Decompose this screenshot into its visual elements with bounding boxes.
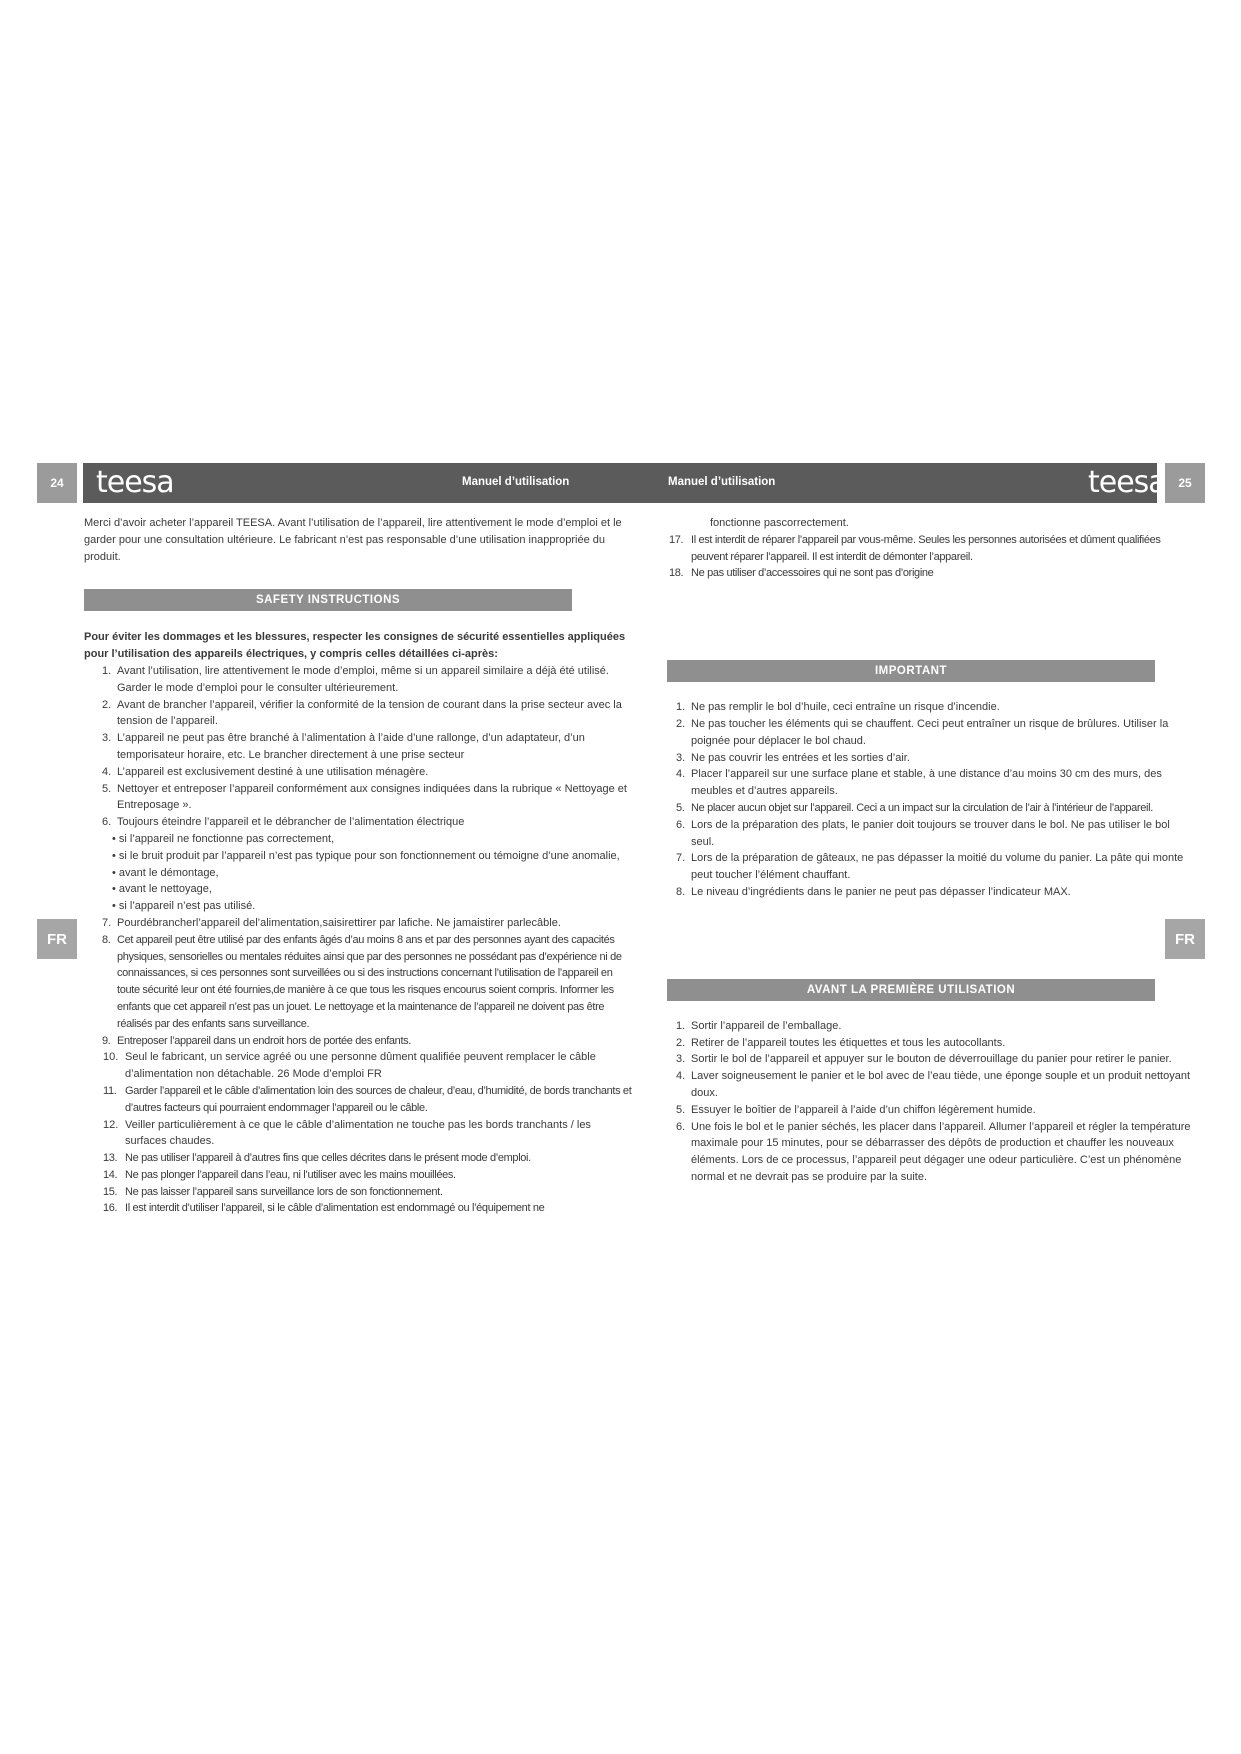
- list-item-text: Pourdébrancherl’appareil del’alimentation,saisirettirer par lafiche. Ne jamaistirer parlecâble.: [117, 916, 561, 929]
- list-item: [84, 1167, 634, 1184]
- page-number-left: [37, 463, 77, 503]
- list-item-number: 5.: [102, 782, 112, 795]
- list-item-number: 12.: [103, 1118, 119, 1131]
- section-important: IMPORTANT: [667, 660, 1155, 682]
- list-item-number: 4.: [676, 768, 686, 781]
- list-item-number: 3.: [102, 732, 112, 745]
- sublist-item: [84, 881, 634, 898]
- language-tab-left: [37, 919, 77, 959]
- list-item-number: 5.: [676, 801, 685, 814]
- language-tab-left-text: FR: [47, 930, 67, 948]
- list-item-number: 14.: [103, 1168, 118, 1181]
- sublist-item-text: avant le nettoyage,: [118, 883, 212, 896]
- list-item: [84, 915, 634, 932]
- list-item-text: Avant de brancher l’appareil, vérifier la conformité de la tension de courant dans la prise secteur avec la tension de l’appareil.: [117, 698, 622, 728]
- list-item-text: Il est interdit d’utiliser l’appareil, si le câble d’alimentation est endommagé ou l’équipement ne: [125, 1202, 545, 1215]
- list-item-number: 7.: [676, 852, 686, 865]
- list-item: [84, 1083, 634, 1117]
- safety-list-right: [669, 532, 1195, 582]
- avant-list: [669, 1018, 1195, 1186]
- list-item: [669, 850, 1195, 884]
- list-item-text: Ne pas plonger l’appareil dans l’eau, ni l’utiliser avec les mains mouillées.: [125, 1168, 456, 1181]
- list-item-text: Retirer de l’appareil toutes les étiquettes et tous les autocollants.: [691, 1036, 1006, 1049]
- page-number-right-text: 25: [1178, 476, 1192, 490]
- bullet-icon: •: [112, 866, 119, 879]
- sublist-item-text: avant le démontage,: [118, 866, 219, 879]
- teesa-logo-right: [1088, 466, 1166, 500]
- list-item-text: Lors de la préparation des plats, le panier doit toujours se trouver dans le bol. Ne pas utiliser le bol seul.: [691, 818, 1170, 848]
- right-page-content: [669, 515, 1195, 1186]
- header-title-right: Manuel d’utilisation: [668, 476, 776, 488]
- list-item-number: 10.: [103, 1051, 119, 1064]
- list-item: [669, 1068, 1195, 1102]
- list-item-number: 7.: [102, 916, 112, 929]
- list-item-number: 6.: [676, 818, 686, 831]
- list-item: [84, 932, 634, 1033]
- list-item: [669, 1051, 1195, 1068]
- continuation-text: fonctionne pascorrectement.: [710, 517, 849, 529]
- list-item-number: 6.: [676, 1120, 686, 1133]
- list-item-number: 9.: [102, 1034, 111, 1047]
- list-item-number: 8.: [102, 933, 111, 946]
- list-item: [84, 1049, 634, 1083]
- list-item: [669, 750, 1195, 767]
- sublist-item-text: si l’appareil ne fonctionne pas correctement,: [118, 832, 335, 845]
- list-item-text: Veiller particulièrement à ce que le câble d’alimentation ne touche pas les bords tranchants / les surfaces chaudes.: [125, 1118, 591, 1148]
- list-item: [84, 730, 634, 764]
- list-item: [669, 1035, 1195, 1052]
- list-item-text: L’appareil est exclusivement destiné à une utilisation ménagère.: [117, 765, 429, 778]
- list-item: [84, 1200, 634, 1217]
- safety-lead-paragraph: Pour éviter les dommages et les blessures, respecter les consignes de sécurité essentielles appliquées pour l’utilisation des appareils électriques, y compris celles détaillées ci-après:: [84, 631, 626, 661]
- list-item-number: 8.: [676, 885, 686, 898]
- list-item: [669, 1119, 1195, 1186]
- list-item-text: Placer l’appareil sur une surface plane et stable, à une distance d’au moins 30 cm des murs, des meubles et d’autres appareils.: [691, 768, 1162, 798]
- sublist-item: [84, 848, 634, 865]
- list-item-text: Une fois le bol et le panier séchés, les placer dans l’appareil. Allumer l’appareil et régler la température maximale pour 15 minutes, pour se débarrasser des dépôts de production et chauffer les nouveaux éléments. Lors de ce processus, l’appareil peut dégager une odeur particulière. C’est un phénomène normal et ne devrait pas se produire par la suite.: [691, 1120, 1191, 1183]
- safety-sublist: [84, 831, 634, 915]
- sublist-item: [84, 831, 634, 848]
- list-item: [669, 1018, 1195, 1035]
- language-tab-right-text: FR: [1175, 930, 1195, 948]
- page-number-right: [1165, 463, 1205, 503]
- list-item: [669, 716, 1195, 750]
- list-item-number: 18.: [669, 567, 684, 580]
- list-item-number: 6.: [102, 816, 112, 829]
- list-item-text: Laver soigneusement le panier et le bol avec de l’eau tiède, une éponge souple et un produit nettoyant doux.: [691, 1070, 1191, 1099]
- list-item-number: 17.: [669, 533, 684, 546]
- list-item: [84, 781, 634, 815]
- list-item-number: 3.: [676, 751, 686, 764]
- sublist-item: [84, 898, 634, 915]
- list-item-text: Ne pas utiliser d’accessoires qui ne sont pas d’origine: [691, 567, 934, 580]
- teesa-logo-left: [96, 466, 174, 500]
- list-item-text: Toujours éteindre l’appareil et le débrancher de l’alimentation électrique: [117, 816, 465, 829]
- sublist-item-text: si l’appareil n’est pas utilisé.: [118, 900, 256, 913]
- bullet-icon: •: [112, 832, 119, 845]
- safety-list: [84, 663, 634, 831]
- list-item: [669, 884, 1195, 901]
- list-item-text: Le niveau d’ingrédients dans le panier ne peut pas dépasser l’indicateur MAX.: [691, 885, 1071, 898]
- list-item: [84, 1150, 634, 1167]
- list-item: [84, 697, 634, 731]
- logo-text-left: teesa: [96, 465, 174, 500]
- list-item-number: 1.: [102, 664, 112, 677]
- list-item-text: Nettoyer et entreposer l’appareil conformément aux consignes indiquées dans la rubrique « Nettoyage et Entreposage ».: [117, 782, 627, 812]
- sublist-item-text: si le bruit produit par l’appareil n’est pas typique pour son fonctionnement ou témoigne d’une anomalie,: [118, 849, 620, 862]
- list-item-text: Ne pas toucher les éléments qui se chauffent. Ceci peut entraîner un risque de brûlures. Utiliser la poignée pour déplacer le bol chaud.: [691, 717, 1169, 747]
- list-item-text: Avant l’utilisation, lire attentivement le mode d’emploi, même si un appareil similaire a déjà été utilisé. Garder le mode d’emploi pour le consulter ultérieurement.: [117, 664, 609, 694]
- list-item-text: Ne pas laisser l’appareil sans surveillance lors de son fonctionnement.: [125, 1185, 443, 1198]
- list-item: [84, 1033, 634, 1050]
- list-item-text: Cet appareil peut être utilisé par des enfants âgés d’au moins 8 ans et par des personnes ayant des capacités physiques, sensorielles ou mentales réduites ainsi que par des personnes ne possédant pas d’expérience ni de connaissances, si ces personnes sont surveillées ou si des instructions concernant l’utilisation de l’appareil en toute sécurité leur ont été fournies,de manière à ce que tous les risques encourus soient compris. Informer les enfants que cet appareil n’est pas un jouet. Le nettoyage et la maintenance de l’appareil ne doivent pas être réalisés par des enfants sans surveillance.: [117, 933, 622, 1030]
- list-item: [84, 1184, 634, 1201]
- header-title-left: Manuel d’utilisation: [462, 476, 570, 488]
- list-item: [84, 814, 634, 831]
- bullet-icon: •: [112, 883, 119, 896]
- list-item: [669, 766, 1195, 800]
- page-number-left-text: 24: [50, 476, 64, 490]
- list-item-text: Il est interdit de réparer l’appareil par vous-même. Seules les personnes autorisées et dûment qualifiées peuvent réparer l’appareil. Il est interdit de démonter l’appareil.: [691, 533, 1161, 563]
- bullet-icon: •: [112, 900, 119, 913]
- bullet-icon: •: [112, 849, 119, 862]
- list-item: [669, 699, 1195, 716]
- list-item-number: 5.: [676, 1103, 686, 1116]
- list-item: [669, 532, 1195, 566]
- list-item: [669, 817, 1195, 851]
- list-item: [84, 1117, 634, 1151]
- section-safety-instructions: SAFETY INSTRUCTIONS: [84, 589, 572, 611]
- important-list: [669, 699, 1195, 901]
- sublist-item: [84, 865, 634, 882]
- list-item-number: 4.: [676, 1070, 686, 1083]
- list-item-text: Seul le fabricant, un service agréé ou une personne dûment qualifiée peuvent remplacer le câble d’alimentation non détachable. 26 Mode d’emploi FR: [125, 1051, 596, 1081]
- list-item-number: 2.: [676, 717, 686, 730]
- list-item: [669, 800, 1195, 817]
- list-item-text: Ne pas utiliser l’appareil à d’autres fins que celles décrites dans le présent mode d’emploi.: [125, 1152, 531, 1165]
- list-item-text: Lors de la préparation de gâteaux, ne pas dépasser la moitié du volume du panier. La pâte qui monte peut toucher l’élément chauffant.: [691, 852, 1184, 882]
- list-item-text: Ne placer aucun objet sur l’appareil. Ceci a un impact sur la circulation de l’air à l’intérieur de l’appareil.: [691, 801, 1153, 814]
- left-page-content: [84, 515, 634, 1217]
- list-item-number: 1.: [676, 1019, 686, 1032]
- list-item-number: 3.: [676, 1053, 686, 1066]
- list-item-number: 13.: [103, 1152, 118, 1165]
- list-item-text: L’appareil ne peut pas être branché à l’alimentation à l’aide d’une rallonge, d’un adaptateur, d’un temporisateur horaire, etc. Le brancher directement à une prise secteur: [117, 732, 585, 761]
- list-item-text: Essuyer le boîtier de l’appareil à l’aide d’un chiffon légèrement humide.: [691, 1103, 1036, 1116]
- section-avant-premiere-utilisation: AVANT LA PREMIÈRE UTILISATION: [667, 979, 1155, 1001]
- list-item: [669, 1102, 1195, 1119]
- intro-paragraph: Merci d’avoir acheter l’appareil TEESA. Avant l’utilisation de l’appareil, lire attentivement le mode d’emploi et le garder pour une consultation ultérieure. Le fabricant n’est pas responsable d’une utilisation inappropriée du produit.: [84, 517, 622, 563]
- list-item-number: 11.: [103, 1084, 117, 1097]
- list-item-number: 1.: [676, 701, 686, 714]
- list-item-text: Ne pas couvrir les entrées et les sorties d’air.: [691, 751, 910, 764]
- list-item-number: 2.: [102, 698, 112, 711]
- list-item-text: Sortir l’appareil de l’emballage.: [691, 1019, 842, 1032]
- list-item: [84, 764, 634, 781]
- list-item-text: Garder l’appareil et le câble d’alimentation loin des sources de chaleur, d’eau, d’humidité, de bords tranchants et d’autres facteurs qui pourraient endommager l’appareil ou le câble.: [125, 1084, 632, 1114]
- list-item: [84, 663, 634, 697]
- list-item-text: Entreposer l’appareil dans un endroit hors de portée des enfants.: [117, 1034, 412, 1047]
- list-item-number: 16.: [103, 1202, 118, 1215]
- list-item: [669, 565, 1195, 582]
- safety-list-continued: [84, 915, 634, 1217]
- list-item-number: 15.: [103, 1185, 118, 1198]
- list-item-number: 4.: [102, 765, 112, 778]
- list-item-text: Sortir le bol de l’appareil et appuyer sur le bouton de déverrouillage du panier pour retirer le panier.: [691, 1053, 1172, 1066]
- logo-text-right: teesa: [1088, 465, 1166, 500]
- list-item-text: Ne pas remplir le bol d’huile, ceci entraîne un risque d’incendie.: [691, 701, 1000, 714]
- list-item-number: 2.: [676, 1036, 686, 1049]
